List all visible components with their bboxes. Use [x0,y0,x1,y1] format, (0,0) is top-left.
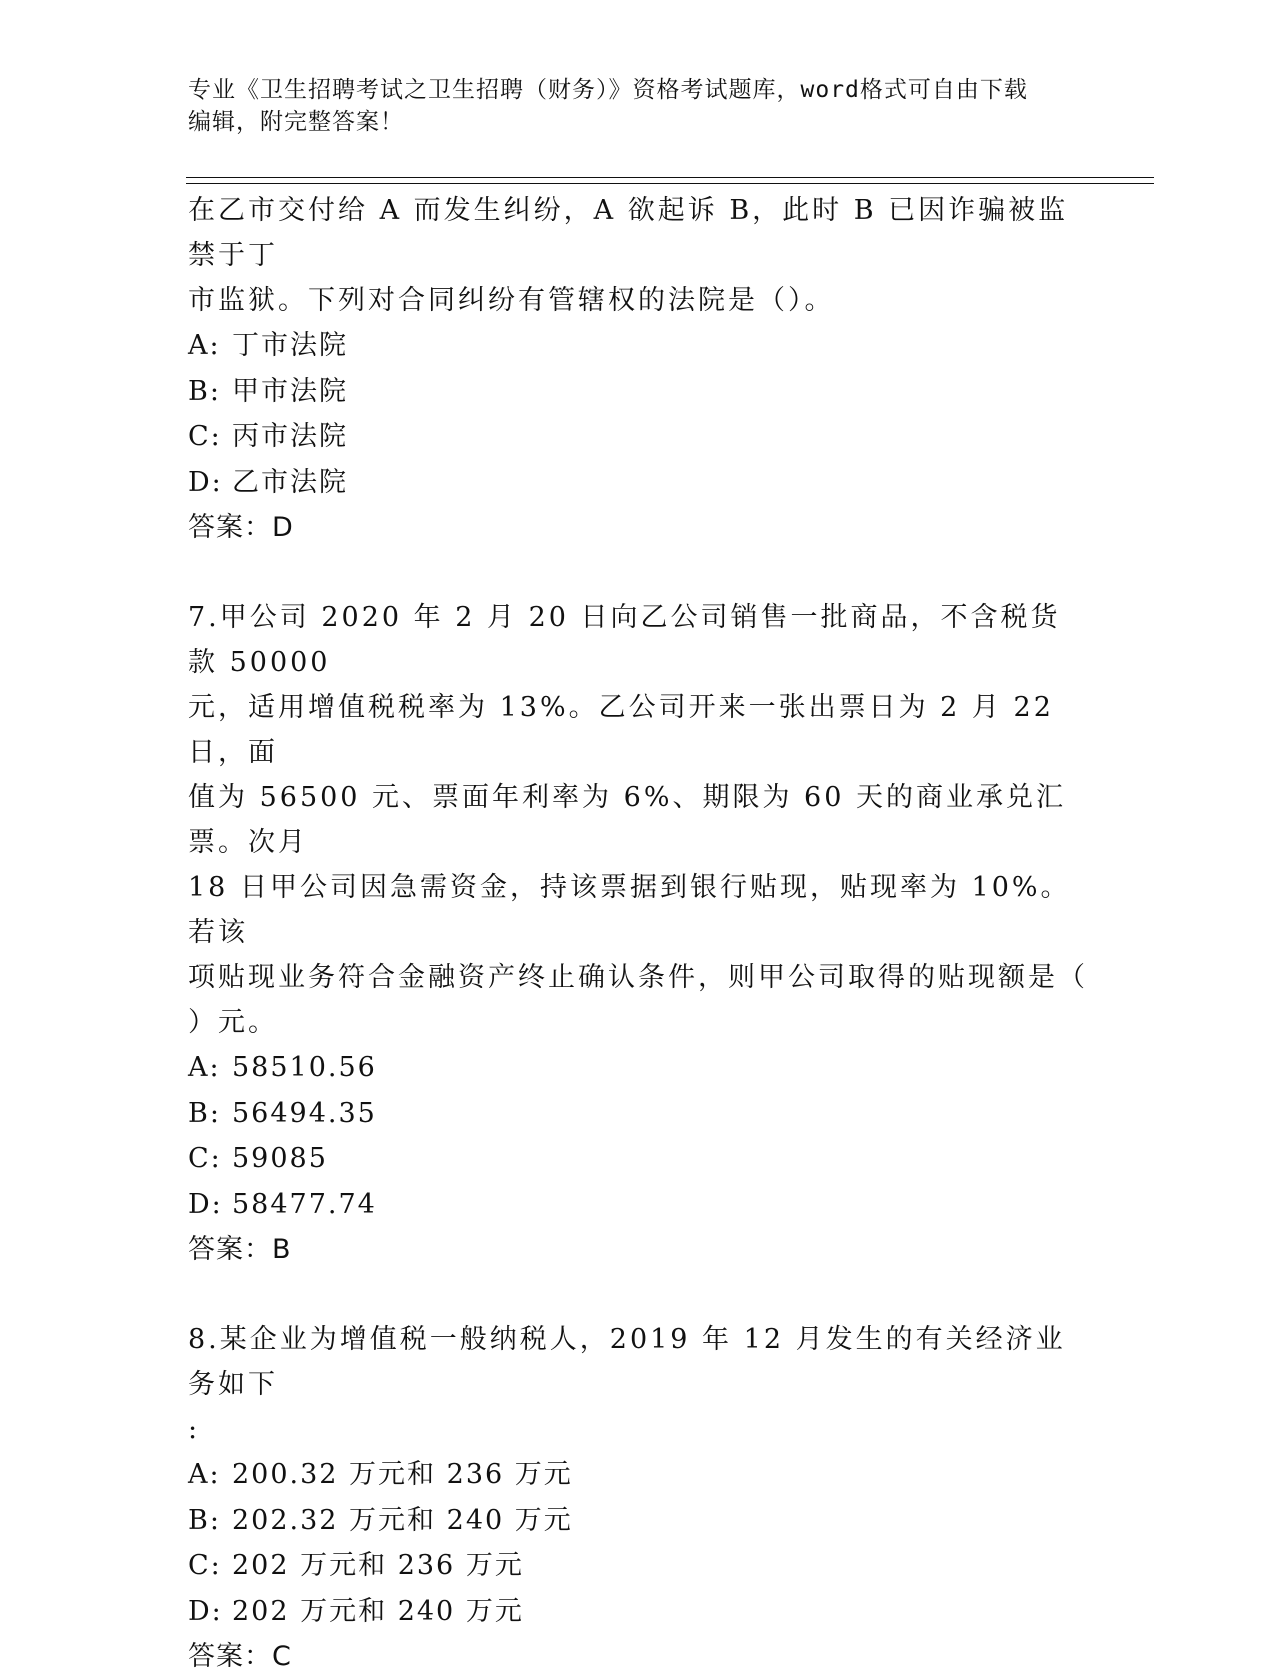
option-c [188,1136,1088,1182]
option-label: D: [188,1595,223,1627]
option-text: 56494.35 [232,1097,377,1129]
header-rule-bottom [186,183,1154,184]
option-label: B: [188,375,221,407]
option-label: C: [188,421,222,452]
document-header [188,74,1088,138]
option-text: 59085 [232,1143,328,1174]
header-line-2: 编辑，附完整答案！ [188,109,404,135]
option-label: B: [188,1097,221,1129]
option-text: 202.32 万元和 240 万元 [232,1504,573,1536]
option-a [188,1045,1088,1091]
header-line-1: 专业《卫生招聘考试之卫生招聘（财务）》资格考试题库，word格式可自由下载 [188,77,1028,103]
option-label: D: [188,466,223,498]
option-label: B: [188,1504,221,1536]
header-rule-top [186,177,1154,178]
option-a [188,1452,1088,1498]
option-text: 58510.56 [232,1052,377,1083]
option-c [188,414,1088,460]
option-b [188,1091,1088,1137]
option-d [188,1182,1088,1228]
answer-line: 答案：C [188,1641,292,1672]
option-d [188,460,1088,506]
question-8 [188,1317,1088,1679]
option-label: C: [188,1143,222,1174]
option-text: 甲市法院 [232,375,348,407]
option-a [188,323,1088,369]
option-label: A: [188,1459,221,1490]
question-stem: 8.某企业为增值税一般纳税人，2019 年 12 月发生的有关经济业务如下 : [188,1324,1066,1445]
option-text: 丙市法院 [232,421,348,452]
option-text: 200.32 万元和 236 万元 [232,1459,573,1490]
option-label: A: [188,1052,221,1083]
option-b [188,1498,1088,1544]
answer-line: 答案：D [188,512,294,543]
option-text: 丁市法院 [232,330,348,361]
option-text: 乙市法院 [232,466,348,498]
option-text: 202 万元和 240 万元 [232,1595,524,1627]
question-7 [188,595,1088,1272]
option-text: 202 万元和 236 万元 [232,1550,524,1581]
option-b [188,369,1088,415]
question-6 [188,188,1088,550]
option-d [188,1589,1088,1635]
answer-line: 答案：B [188,1234,292,1265]
question-stem: 在乙市交付给 A 而发生纠纷，A 欲起诉 B，此时 B 已因诈骗被监禁于丁 市监狱。下列对合同纠纷有管辖权的法院是（）。 [188,195,1069,316]
option-label: A: [188,330,221,361]
question-list [188,188,1088,1679]
option-label: D: [188,1188,223,1220]
option-text: 58477.74 [232,1188,377,1220]
option-c [188,1543,1088,1589]
question-stem: 7.甲公司 2020 年 2 月 20 日向乙公司销售一批商品，不含税货款 50000 元，适用增值税税率为 13%。乙公司开来一张出票日为 2 月 22 日，面 值为 56500 元、票面年利率为 6%、期限为 60 天的商业承兑汇票。次月 18 日甲公司因急需资金，持该票据到银行贴现，贴现率为 10%。若该 项贴现业务符合金融资产终止确认条件，则甲公司取得的贴现额是（ ）元。 [188,602,1088,1038]
option-label: C: [188,1550,222,1581]
